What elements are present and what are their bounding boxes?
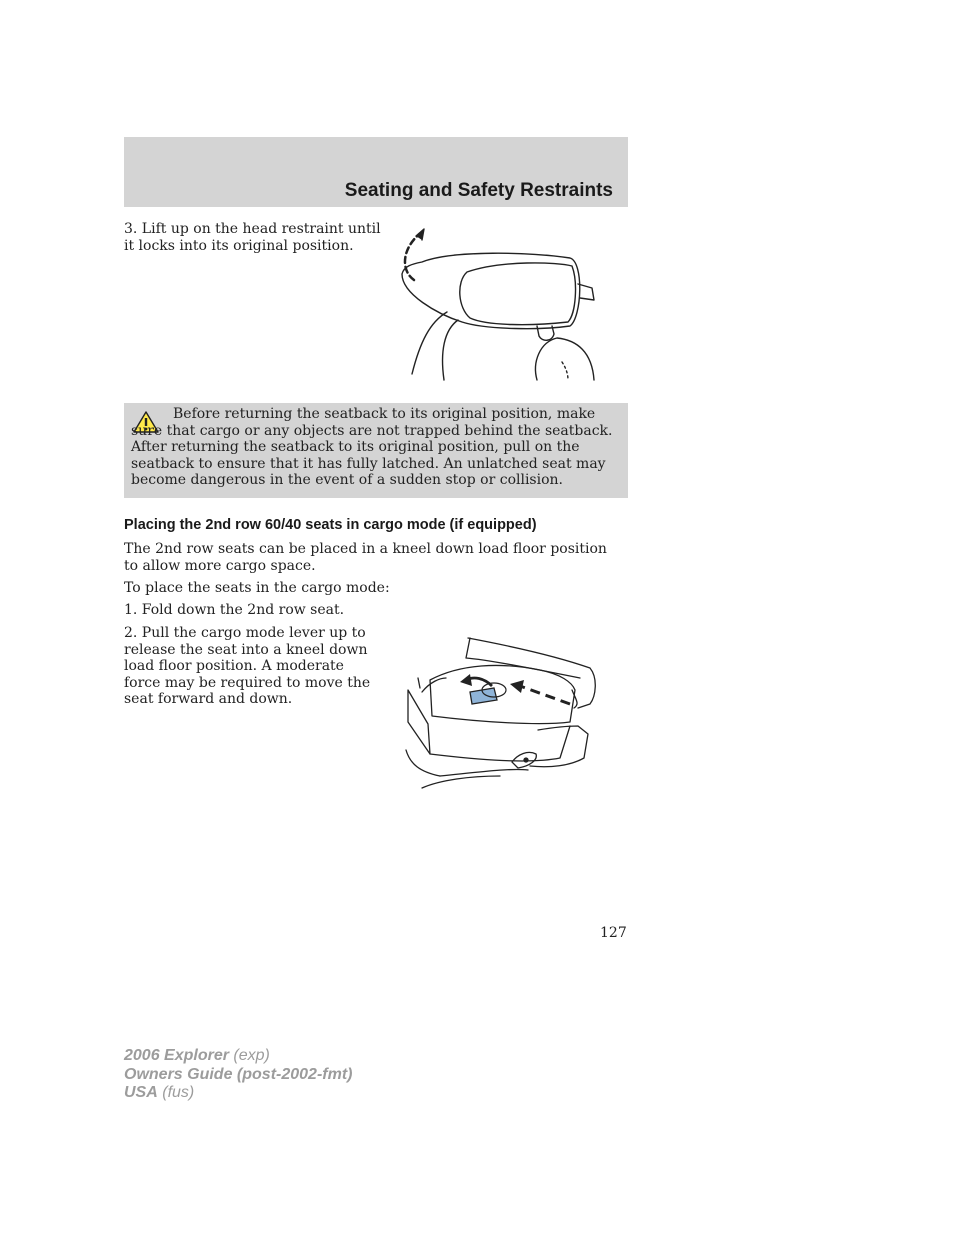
head-restraint-illustration — [392, 222, 607, 384]
warning-text: Before returning the seatback to its original position, make sure that cargo or any objects are not trapped behind the seatback. After returning the seatback to its original position, pull on the seatback to ensure that it has fully latched. An unlatched seat may become dangerous in the event of a sudden stop or collision. — [131, 406, 613, 488]
warning-box — [124, 403, 628, 498]
footer-line-1 — [124, 1047, 352, 1066]
step-1-text: 1. Fold down the 2nd row seat. — [124, 602, 345, 618]
page-title: Seating and Safety Restraints — [344, 180, 613, 201]
header-band — [124, 137, 628, 207]
footer-model-code: (exp) — [233, 1047, 270, 1064]
footer-market: USA — [124, 1084, 158, 1101]
footer-line-2 — [124, 1066, 352, 1085]
footer-model: 2006 Explorer — [124, 1047, 229, 1064]
page-number: 127 — [600, 925, 627, 941]
footer-guide: Owners Guide (post-2002-fmt) — [124, 1065, 353, 1083]
cargo-mode-seat-illustration — [400, 630, 605, 790]
footer-line-3 — [124, 1084, 352, 1103]
document-footer — [124, 1047, 352, 1103]
footer-market-code: (fus) — [162, 1084, 195, 1101]
intro-paragraph: The 2nd row seats can be placed in a kneel down load floor position to allow more cargo space. — [124, 541, 607, 574]
lead-paragraph: To place the seats in the cargo mode: — [124, 580, 390, 596]
step-3-text: 3. Lift up on the head restraint until it locks into its original position. — [124, 221, 381, 254]
step-2-text: 2. Pull the cargo mode lever up to release the seat into a kneel down load floor position. A moderate force may be required to move the seat forward and down. — [124, 625, 371, 707]
section-heading: Placing the 2nd row 60/40 seats in cargo mode (if equipped) — [124, 517, 537, 533]
